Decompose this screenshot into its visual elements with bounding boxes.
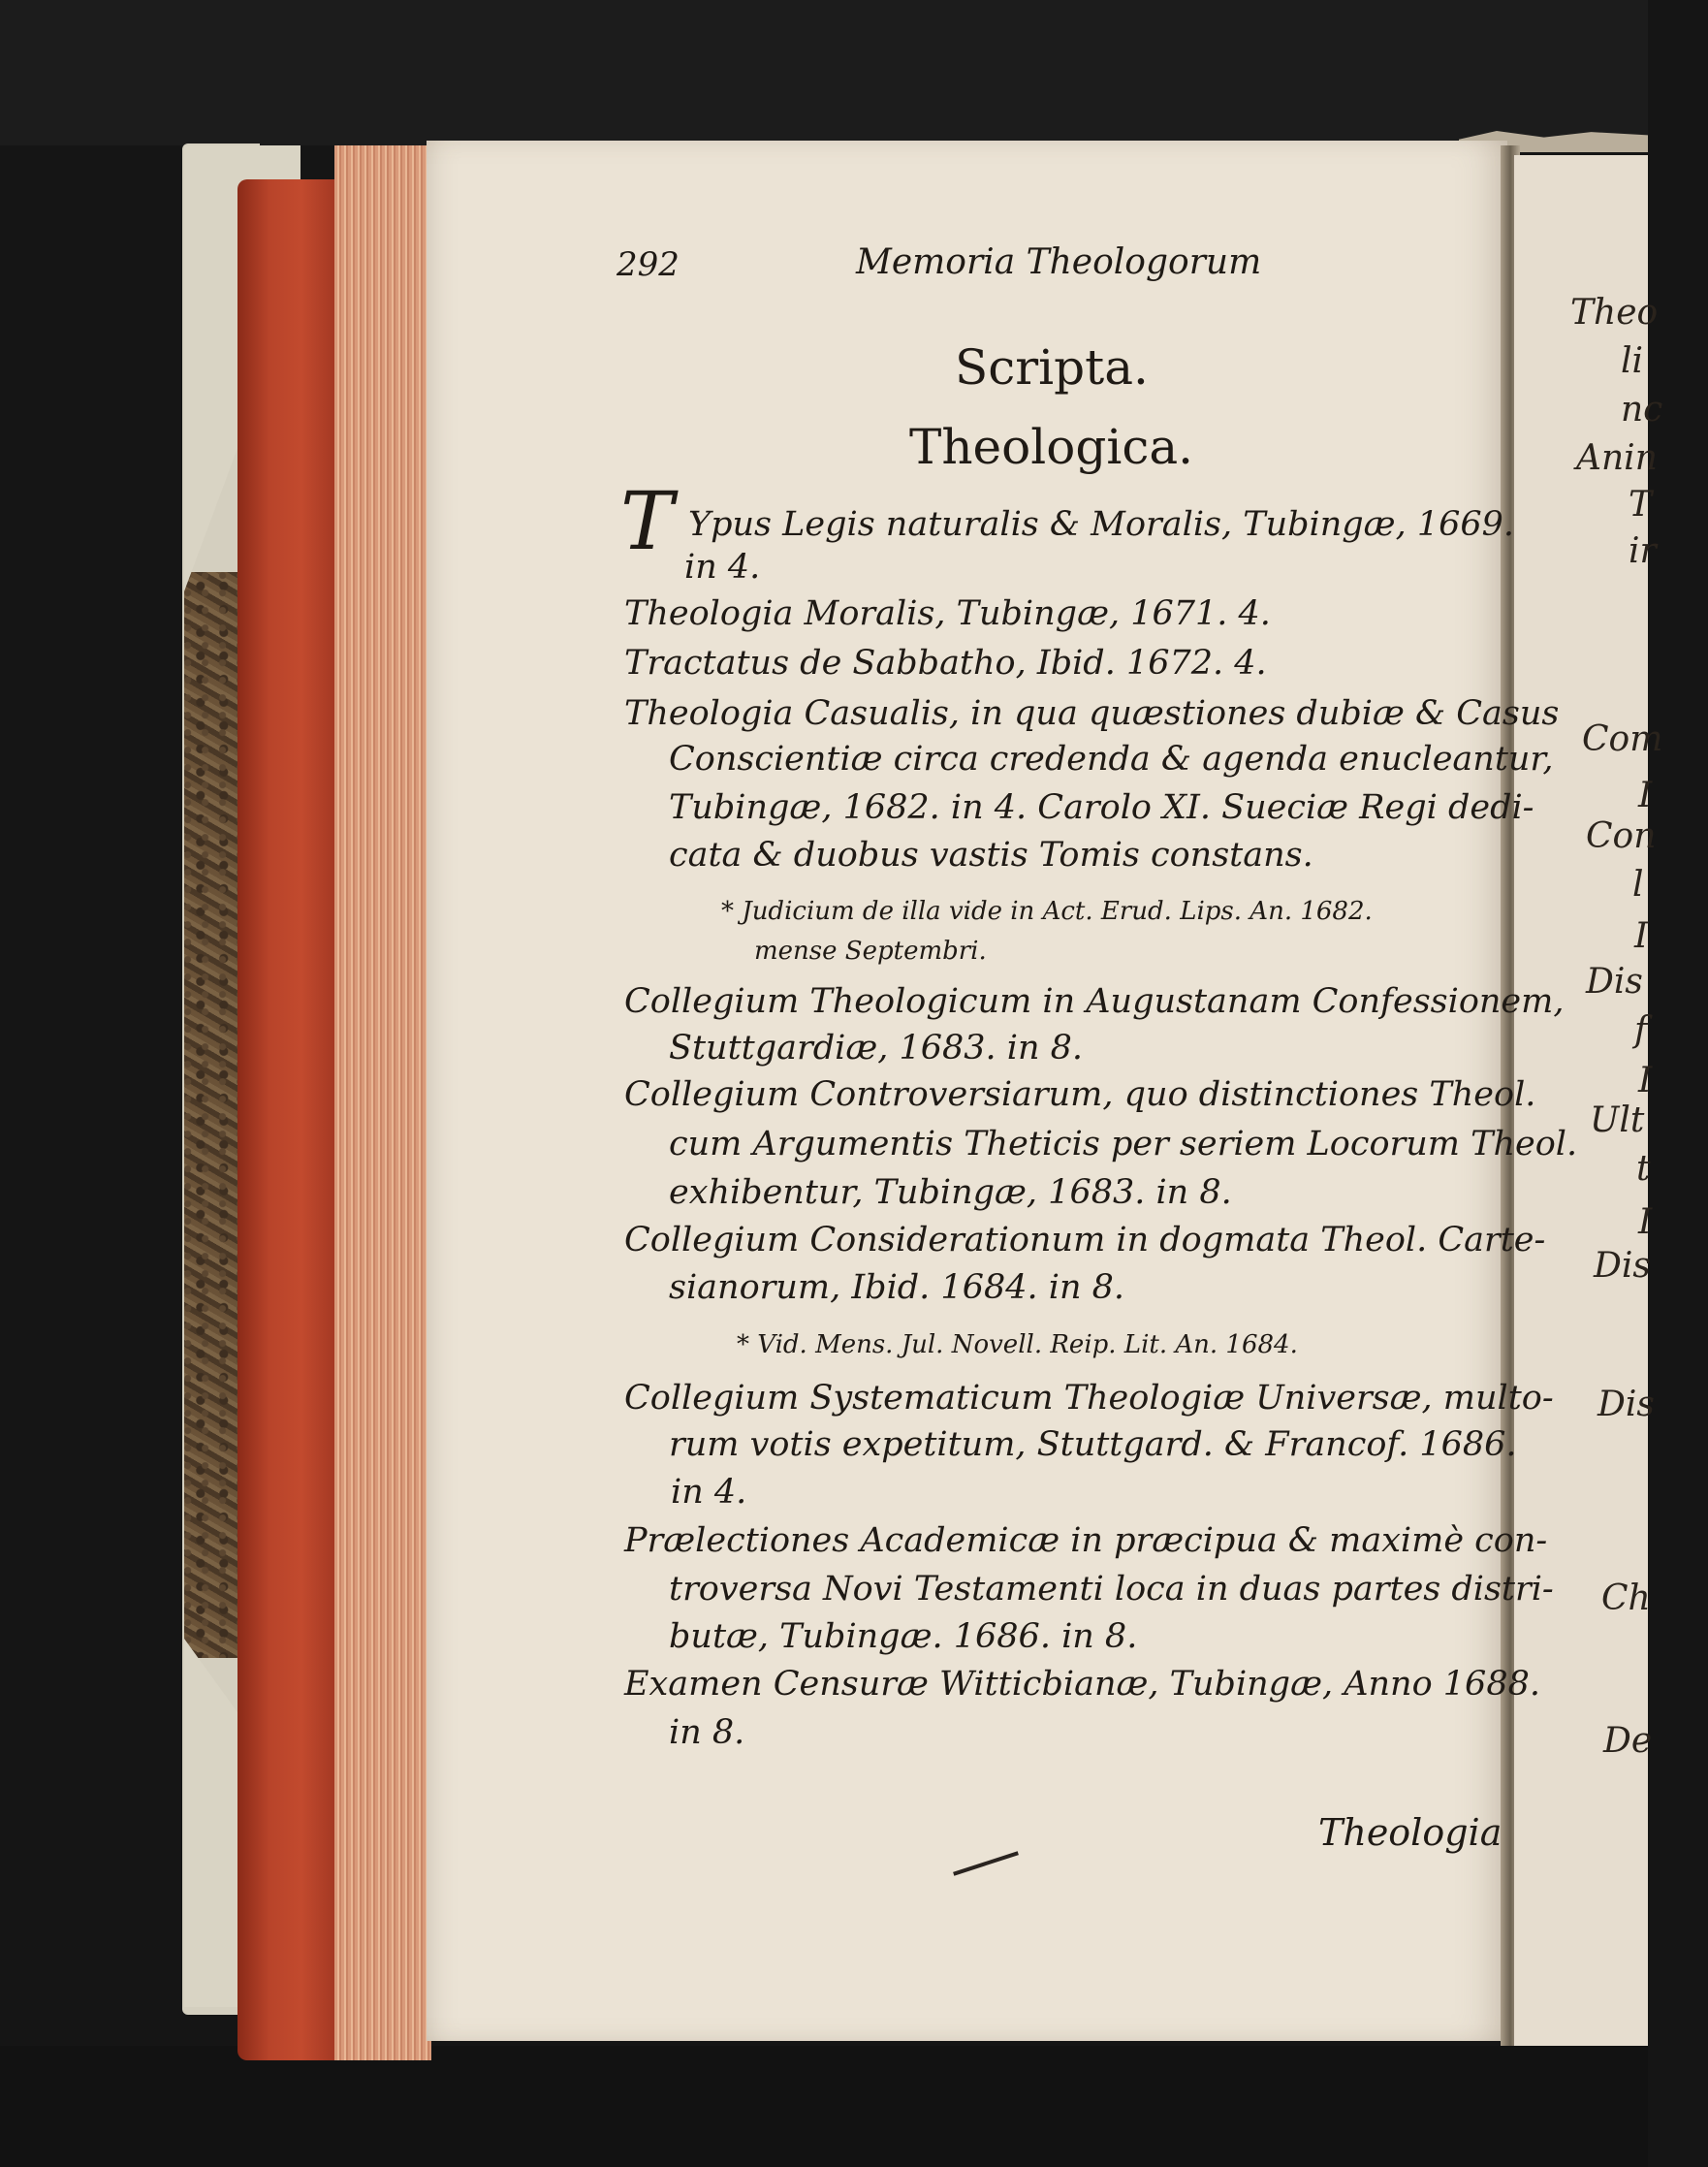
page-stack-edge <box>334 145 431 2060</box>
drop-cap: T <box>620 476 674 568</box>
right-page-fragment: t <box>1636 1149 1651 1189</box>
right-page-fragment: T <box>1629 485 1653 525</box>
text-line: Collegium Theologicum in Augustanam Confessionem, <box>624 982 1565 1021</box>
text-line: Collegium Controversiarum, quo distinctiones Theol. <box>624 1075 1536 1114</box>
right-page-fragment: Dis <box>1586 962 1643 1002</box>
text-line: Theologia Moralis, Tubingæ, 1671. 4. <box>624 594 1271 633</box>
running-head: Memoria Theologorum <box>856 242 1262 282</box>
right-page-fragment: l <box>1632 865 1644 905</box>
footnote-line: * Judicium de illa vide in Act. Erud. Lips. An. 1682. <box>721 897 1373 926</box>
text-line: in 8. <box>669 1713 745 1752</box>
text-line: cum Argumentis Theticis per seriem Locorum Theol. <box>669 1125 1578 1163</box>
right-page-fragment: Dis <box>1597 1385 1655 1424</box>
catchword: Theologia <box>1318 1811 1502 1854</box>
right-page-fragment: I <box>1638 1202 1653 1242</box>
text-line: Stuttgardiæ, 1683. in 8. <box>669 1029 1084 1068</box>
text-line: Tractatus de Sabbatho, Ibid. 1672. 4. <box>624 644 1267 683</box>
red-page-edge <box>237 179 344 2060</box>
footnote-line: mense Septembri. <box>754 937 987 966</box>
right-page-fragment: I <box>1634 916 1649 956</box>
text-line: Ypus Legis naturalis & Moralis, Tubingæ, 1669. <box>688 505 1515 544</box>
text-line: butæ, Tubingæ. 1686. in 8. <box>669 1617 1138 1656</box>
text-line: rum votis expetitum, Stuttgard. & Francof. 1686. <box>669 1425 1517 1464</box>
right-page-fragment: f <box>1634 1010 1648 1050</box>
right-page-fragment: Ult <box>1590 1100 1645 1140</box>
section-heading: Scripta. <box>955 339 1149 396</box>
right-page-fragment: Theo <box>1570 293 1659 333</box>
text-line: Theologia Casualis, in qua quæstiones dubiæ & Casus <box>624 694 1560 733</box>
text-line: Conscientiæ circa credenda & agenda enucleantur, <box>669 740 1554 779</box>
marbled-cover-paper <box>184 572 237 1658</box>
right-page-fragment: ir <box>1629 531 1657 571</box>
text-line: in 4. <box>671 1473 747 1512</box>
text-line: troversa Novi Testamenti loca in duas partes distri- <box>669 1570 1554 1609</box>
subsection-heading: Theologica. <box>909 419 1194 475</box>
text-line: Collegium Considerationum in dogmata Theol. Carte- <box>624 1221 1546 1259</box>
text-line: Collegium Systematicum Theologiæ Universæ, multo- <box>624 1379 1554 1418</box>
footnote-line: * Vid. Mens. Jul. Novell. Reip. Lit. An. 1684. <box>737 1330 1298 1359</box>
text-line: cata & duobus vastis Tomis constans. <box>669 836 1313 875</box>
right-page-fragment: Con <box>1586 816 1657 856</box>
right-page-fragment: Com <box>1582 719 1663 759</box>
right-page-fragment: I <box>1638 1061 1653 1100</box>
right-page-fragment: De <box>1603 1721 1653 1761</box>
right-page-fragment: I <box>1638 776 1653 815</box>
right-page-fragment: Anin <box>1576 438 1658 478</box>
text-line: Prælectiones Academicæ in præcipua & maximè con- <box>624 1521 1548 1560</box>
text-line: Examen Censuræ Witticbianæ, Tubingæ, Anno 1688. <box>624 1665 1540 1704</box>
right-page-fragment: Ch <box>1601 1578 1651 1618</box>
right-page-fragment: Dis <box>1594 1246 1651 1286</box>
right-page-fragment: nc <box>1621 390 1663 430</box>
right-page-fragment: li <box>1621 341 1644 381</box>
page-number: 292 <box>617 245 680 284</box>
text-line: Tubingæ, 1682. in 4. Carolo XI. Sueciæ Regi dedi- <box>669 788 1534 827</box>
text-line: in 4. <box>684 548 761 587</box>
text-line: exhibentur, Tubingæ, 1683. in 8. <box>669 1173 1232 1212</box>
text-line: sianorum, Ibid. 1684. in 8. <box>669 1268 1125 1307</box>
